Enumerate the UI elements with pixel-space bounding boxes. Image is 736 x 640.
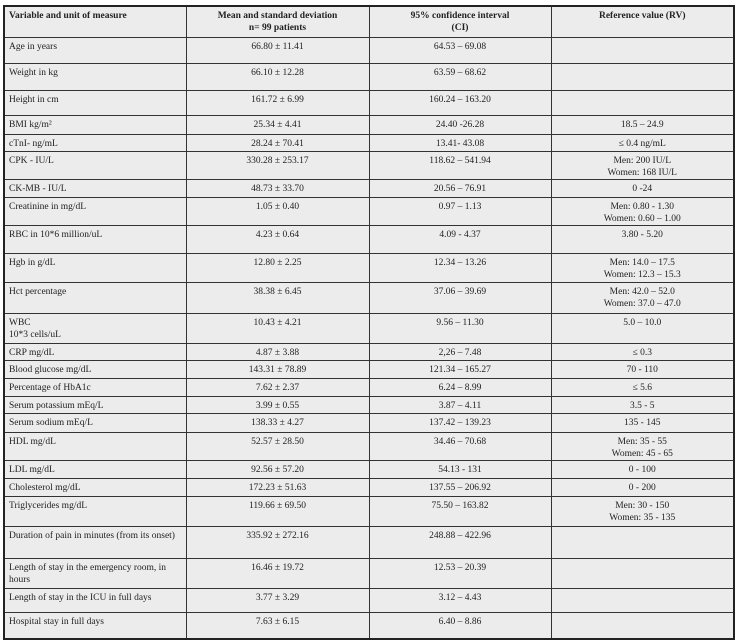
cell-reference: 18.5 – 24.9: [551, 115, 734, 134]
cell-ci: 6.40 – 8.86: [369, 612, 551, 639]
cell-ci: 2,26 – 7.48: [369, 343, 551, 360]
cell-mean-sd: 3.99 ± 0.55: [186, 396, 369, 413]
cell-ci: 54.13 - 131: [369, 460, 551, 478]
cell-variable: Percentage of HbA1c: [4, 378, 186, 396]
cell-reference: [551, 90, 734, 115]
cell-reference: ≤ 5.6: [551, 378, 734, 396]
table-row: [4, 225, 734, 253]
cell-ci: 24.40 -26.28: [369, 115, 551, 134]
table-row: [4, 343, 734, 360]
cell-ci: 118.62 – 541.94: [369, 151, 551, 179]
header-reference: Reference value (RV): [551, 6, 734, 37]
cell-variable: Length of stay in the emergency room, in hours: [4, 558, 186, 588]
cell-mean-sd: 10.43 ± 4.21: [186, 313, 369, 343]
cell-variable: Weight in kg: [4, 63, 186, 90]
table-row: [4, 612, 734, 639]
table-row: [4, 115, 734, 134]
cell-variable: Serum potassium mEq/L: [4, 396, 186, 413]
cell-reference: 0 -24: [551, 179, 734, 197]
clinical-variables-table: [3, 5, 735, 640]
cell-ci: 12.34 – 13.26: [369, 253, 551, 282]
cell-reference: Men: 30 - 150 Women: 35 - 135: [551, 496, 734, 526]
cell-reference: 3.5 - 5: [551, 396, 734, 413]
cell-mean-sd: 4.87 ± 3.88: [186, 343, 369, 360]
cell-reference: [551, 588, 734, 612]
cell-ci: 248.88 – 422.96: [369, 526, 551, 558]
cell-reference: [551, 526, 734, 558]
cell-ci: 137.55 – 206.92: [369, 478, 551, 496]
header-ci: 95% confidence interval (CI): [369, 6, 551, 37]
cell-variable: Serum sodium mEq/L: [4, 413, 186, 432]
cell-ci: 4.09 - 4.37: [369, 225, 551, 253]
cell-mean-sd: 172.23 ± 51.63: [186, 478, 369, 496]
cell-ci: 3.87 – 4.11: [369, 396, 551, 413]
cell-variable: Hgb in g/dL: [4, 253, 186, 282]
cell-reference: Men: 35 - 55 Women: 45 - 65: [551, 432, 734, 460]
cell-variable: CK-MB - IU/L: [4, 179, 186, 197]
table-row: [4, 37, 734, 63]
table-row: [4, 63, 734, 90]
cell-reference: 0 - 100: [551, 460, 734, 478]
cell-ci: 37.06 – 39.69: [369, 282, 551, 313]
cell-variable: cTnI- ng/mL: [4, 134, 186, 151]
cell-mean-sd: 16.46 ± 19.72: [186, 558, 369, 588]
cell-variable: Age in years: [4, 37, 186, 63]
cell-mean-sd: 7.62 ± 2.37: [186, 378, 369, 396]
cell-ci: 0.97 – 1.13: [369, 197, 551, 225]
cell-mean-sd: 3.77 ± 3.29: [186, 588, 369, 612]
cell-mean-sd: 1.05 ± 0.40: [186, 197, 369, 225]
cell-variable: Triglycerides mg/dL: [4, 496, 186, 526]
cell-mean-sd: 161.72 ± 6.99: [186, 90, 369, 115]
cell-variable: Creatinine in mg/dL: [4, 197, 186, 225]
cell-ci: 137.42 – 139.23: [369, 413, 551, 432]
cell-reference: Men: 200 IU/L Women: 168 IU/L: [551, 151, 734, 179]
header-variable: Variable and unit of measure: [4, 6, 186, 37]
cell-ci: 63.59 – 68.62: [369, 63, 551, 90]
table-row: [4, 558, 734, 588]
table-row: [4, 588, 734, 612]
cell-mean-sd: 138.33 ± 4.27: [186, 413, 369, 432]
cell-mean-sd: 38.38 ± 6.45: [186, 282, 369, 313]
table-row: [4, 526, 734, 558]
cell-variable: Blood glucose mg/dL: [4, 360, 186, 378]
cell-mean-sd: 52.57 ± 28.50: [186, 432, 369, 460]
cell-mean-sd: 330.28 ± 253.17: [186, 151, 369, 179]
header-row: [4, 6, 734, 37]
cell-reference: 3.80 - 5.20: [551, 225, 734, 253]
cell-mean-sd: 4.23 ± 0.64: [186, 225, 369, 253]
cell-mean-sd: 25.34 ± 4.41: [186, 115, 369, 134]
table-row: [4, 179, 734, 197]
table-row: [4, 432, 734, 460]
cell-ci: 13.41- 43.08: [369, 134, 551, 151]
cell-mean-sd: 48.73 ± 33.70: [186, 179, 369, 197]
cell-variable: HDL mg/dL: [4, 432, 186, 460]
cell-reference: Men: 0.80 - 1.30 Women: 0.60 – 1.00: [551, 197, 734, 225]
cell-ci: 6.24 – 8.99: [369, 378, 551, 396]
cell-variable: WBC 10*3 cells/uL: [4, 313, 186, 343]
cell-ci: 121.34 – 165.27: [369, 360, 551, 378]
cell-ci: 34.46 – 70.68: [369, 432, 551, 460]
cell-reference: 0 - 200: [551, 478, 734, 496]
table-row: [4, 496, 734, 526]
header-mean-sd: Mean and standard deviation n= 99 patients: [186, 6, 369, 37]
cell-ci: 3.12 – 4.43: [369, 588, 551, 612]
cell-variable: Hct percentage: [4, 282, 186, 313]
cell-mean-sd: 119.66 ± 69.50: [186, 496, 369, 526]
table-row: [4, 253, 734, 282]
cell-ci: 160.24 – 163.20: [369, 90, 551, 115]
table-row: [4, 396, 734, 413]
cell-reference: 135 - 145: [551, 413, 734, 432]
cell-variable: RBC in 10*6 million/uL: [4, 225, 186, 253]
cell-reference: [551, 37, 734, 63]
table-row: [4, 360, 734, 378]
table-row: [4, 478, 734, 496]
cell-variable: BMI kg/m²: [4, 115, 186, 134]
cell-reference: [551, 558, 734, 588]
table-row: [4, 90, 734, 115]
cell-mean-sd: 7.63 ± 6.15: [186, 612, 369, 639]
table-row: [4, 151, 734, 179]
cell-reference: [551, 612, 734, 639]
cell-mean-sd: 12.80 ± 2.25: [186, 253, 369, 282]
cell-reference: 70 - 110: [551, 360, 734, 378]
table-row: [4, 413, 734, 432]
cell-reference: ≤ 0.3: [551, 343, 734, 360]
cell-mean-sd: 143.31 ± 78.89: [186, 360, 369, 378]
table-row: [4, 197, 734, 225]
cell-ci: 9.56 – 11.30: [369, 313, 551, 343]
cell-reference: ≤ 0.4 ng/mL: [551, 134, 734, 151]
table-row: [4, 378, 734, 396]
cell-variable: Cholesterol mg/dL: [4, 478, 186, 496]
cell-ci: 75.50 – 163.82: [369, 496, 551, 526]
cell-mean-sd: 28.24 ± 70.41: [186, 134, 369, 151]
cell-variable: Height in cm: [4, 90, 186, 115]
cell-ci: 64.53 – 69.08: [369, 37, 551, 63]
cell-mean-sd: 92.56 ± 57.20: [186, 460, 369, 478]
cell-variable: Hospital stay in full days: [4, 612, 186, 639]
cell-variable: CRP mg/dL: [4, 343, 186, 360]
table-row: [4, 134, 734, 151]
cell-ci: 20.56 – 76.91: [369, 179, 551, 197]
cell-variable: CPK - IU/L: [4, 151, 186, 179]
cell-reference: Men: 42.0 – 52.0 Women: 37.0 – 47.0: [551, 282, 734, 313]
cell-variable: Duration of pain in minutes (from its onset): [4, 526, 186, 558]
cell-mean-sd: 335.92 ± 272.16: [186, 526, 369, 558]
cell-variable: Length of stay in the ICU in full days: [4, 588, 186, 612]
table-row: [4, 282, 734, 313]
cell-mean-sd: 66.80 ± 11.41: [186, 37, 369, 63]
cell-reference: [551, 63, 734, 90]
cell-reference: 5.0 – 10.0: [551, 313, 734, 343]
table-row: [4, 313, 734, 343]
table-row: [4, 460, 734, 478]
cell-reference: Men: 14.0 – 17.5 Women: 12.3 – 15.3: [551, 253, 734, 282]
cell-mean-sd: 66.10 ± 12.28: [186, 63, 369, 90]
cell-variable: LDL mg/dL: [4, 460, 186, 478]
cell-ci: 12.53 – 20.39: [369, 558, 551, 588]
